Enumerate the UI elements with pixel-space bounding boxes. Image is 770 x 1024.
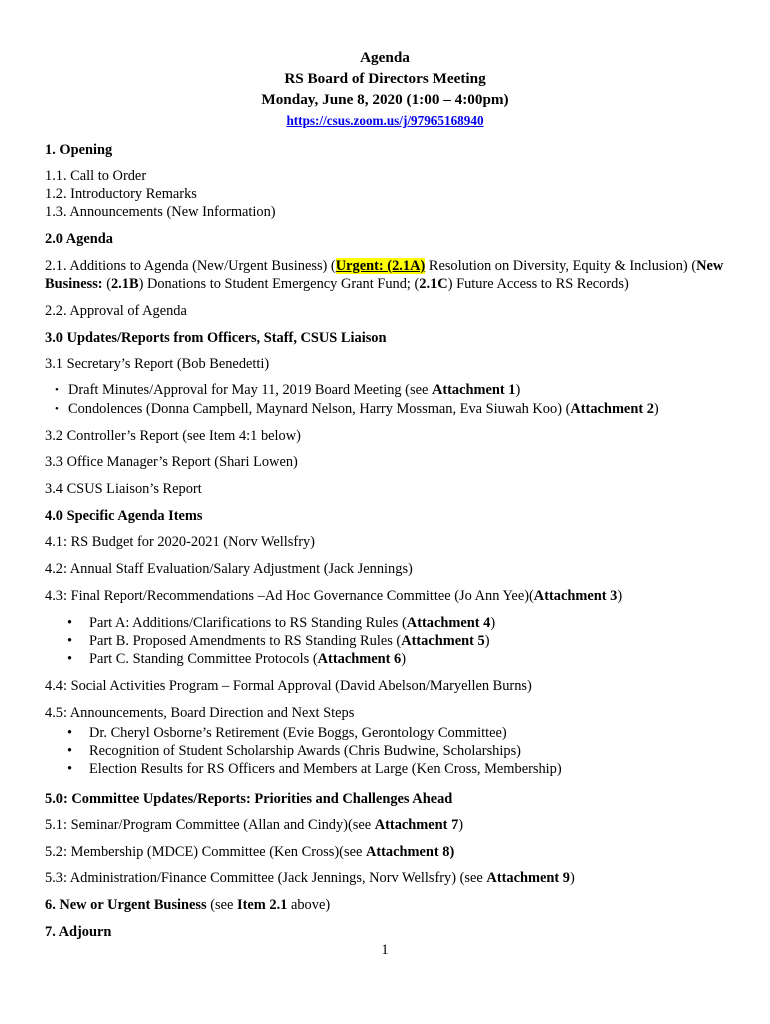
text: )	[401, 651, 406, 667]
list-item: 3.1 Secretary’s Report (Bob Benedetti)	[45, 356, 270, 372]
list-item	[45, 587, 622, 605]
zoom-link[interactable]: https://csus.zoom.us/j/97965168940	[286, 113, 484, 128]
attachment-ref: Attachment 3	[533, 588, 618, 604]
new-label: New	[696, 258, 724, 274]
list-item	[45, 843, 454, 861]
text: )	[484, 633, 490, 649]
bullet-item	[68, 400, 659, 418]
text: Part A: Additions/Clarifications to RS Standing Rules (	[89, 615, 407, 631]
ref-2-1c: 2.1C	[419, 276, 448, 292]
list-item: 3.2 Controller’s Report (see Item 4:1 below)	[45, 428, 301, 444]
bullet-item: • Election Results for RS Officers and Members at Large (Ken Cross, Membership)	[89, 760, 562, 778]
section-new-business	[45, 896, 330, 914]
urgent-highlight: Urgent: (2.1A)	[335, 258, 426, 274]
text: (see	[206, 897, 238, 913]
list-item	[45, 869, 575, 887]
text: )	[569, 870, 575, 886]
text: 5.1: Seminar/Program Committee (Allan and Cindy)(see	[45, 817, 375, 833]
text: Resolution on Diversity, Equity & Inclusion) (	[425, 258, 697, 274]
list-item: 4.5: Announcements, Board Direction and Next Steps	[45, 705, 355, 721]
list-item: 1.3. Announcements (New Information)	[45, 204, 276, 220]
section-agenda-heading: 2.0 Agenda	[45, 231, 113, 247]
attachment-ref: Attachment 2	[570, 401, 654, 417]
text: 4.3: Final Report/Recommendations –Ad Hoc Governance Committee (Jo Ann Yee)(	[45, 588, 534, 604]
meeting-name: RS Board of Directors Meeting	[284, 70, 486, 87]
text: )	[617, 588, 623, 604]
item-ref: Item 2.1	[237, 897, 288, 913]
text: 5.2: Membership (MDCE) Committee (Ken Cross)(see	[45, 844, 366, 860]
attachment-ref: Attachment 8)	[365, 844, 455, 860]
text: ) Donations to Student Emergency Grant Fund; (	[138, 276, 420, 292]
attachment-ref: Attachment 6	[317, 651, 402, 667]
meeting-date: Monday, June 8, 2020 (1:00 – 4:00pm)	[261, 91, 509, 108]
text: Draft Minutes/Approval for May 11, 2019 Board Meeting (see	[68, 382, 432, 398]
section-committee-heading: 5.0: Committee Updates/Reports: Priorities and Challenges Ahead	[45, 791, 453, 807]
attachment-ref: Attachment 4	[406, 615, 491, 631]
text: )	[490, 615, 496, 631]
section-updates-heading: 3.0 Updates/Reports from Officers, Staff, CSUS Liaison	[45, 330, 387, 346]
section-opening-heading: 1. Opening	[45, 142, 113, 158]
ref-2-1b: 2.1B	[110, 276, 139, 292]
text: 2.1. Additions to Agenda (New/Urgent Business) (	[45, 258, 336, 274]
attachment-ref: Attachment 1	[431, 382, 516, 398]
list-item: 1.1. Call to Order	[45, 168, 147, 184]
text: )	[653, 401, 659, 417]
text: (	[102, 276, 111, 292]
text: 5.3: Administration/Finance Committee (Jack Jennings, Norv Wellsfry) (see	[45, 870, 487, 886]
section-new-business-heading: 6. New or Urgent Business	[45, 897, 207, 913]
text: Part C. Standing Committee Protocols (	[89, 651, 318, 667]
new-business-label: Business:	[45, 276, 103, 292]
attachment-ref: Attachment 5	[401, 633, 485, 649]
agenda-item-2-1-line1	[45, 257, 723, 275]
text: )	[515, 382, 521, 398]
list-item: 2.2. Approval of Agenda	[45, 303, 187, 319]
text: above)	[287, 897, 331, 913]
section-specific-items-heading: 4.0 Specific Agenda Items	[45, 508, 203, 524]
agenda-item-2-1-line2	[45, 275, 629, 293]
text: )	[458, 817, 464, 833]
list-item	[45, 816, 463, 834]
page-number: 1	[381, 942, 389, 958]
list-item: 1.2. Introductory Remarks	[45, 186, 197, 202]
list-item: 3.4 CSUS Liaison’s Report	[45, 481, 202, 497]
doc-title: Agenda	[360, 49, 410, 66]
list-item: 4.2: Annual Staff Evaluation/Salary Adjustment (Jack Jennings)	[45, 561, 413, 577]
list-item: 3.3 Office Manager’s Report (Shari Lowen)	[45, 454, 298, 470]
attachment-ref: Attachment 9	[486, 870, 570, 886]
list-item: 4.1: RS Budget for 2020-2021 (Norv Wellsfry)	[45, 534, 315, 550]
bullet-item	[68, 381, 520, 399]
text: Part B. Proposed Amendments to RS Standing Rules (	[89, 633, 402, 649]
document-header	[0, 47, 770, 131]
attachment-ref: Attachment 7	[374, 817, 459, 833]
bullet-item: • Recognition of Student Scholarship Awards (Chris Budwine, Scholarships)	[89, 742, 521, 760]
bullet-item: • Dr. Cheryl Osborne’s Retirement (Evie Boggs, Gerontology Committee)	[89, 724, 507, 742]
list-item: 4.4: Social Activities Program – Formal Approval (David Abelson/Maryellen Burns)	[45, 678, 532, 694]
text: ) Future Access to RS Records)	[447, 276, 629, 292]
section-adjourn-heading: 7. Adjourn	[45, 924, 112, 940]
bullet-item	[89, 650, 406, 668]
text: Condolences (Donna Campbell, Maynard Nelson, Harry Mossman, Eva Siuwah Koo) (	[68, 401, 571, 417]
bullet-item	[89, 614, 495, 632]
bullet-item	[89, 632, 490, 650]
